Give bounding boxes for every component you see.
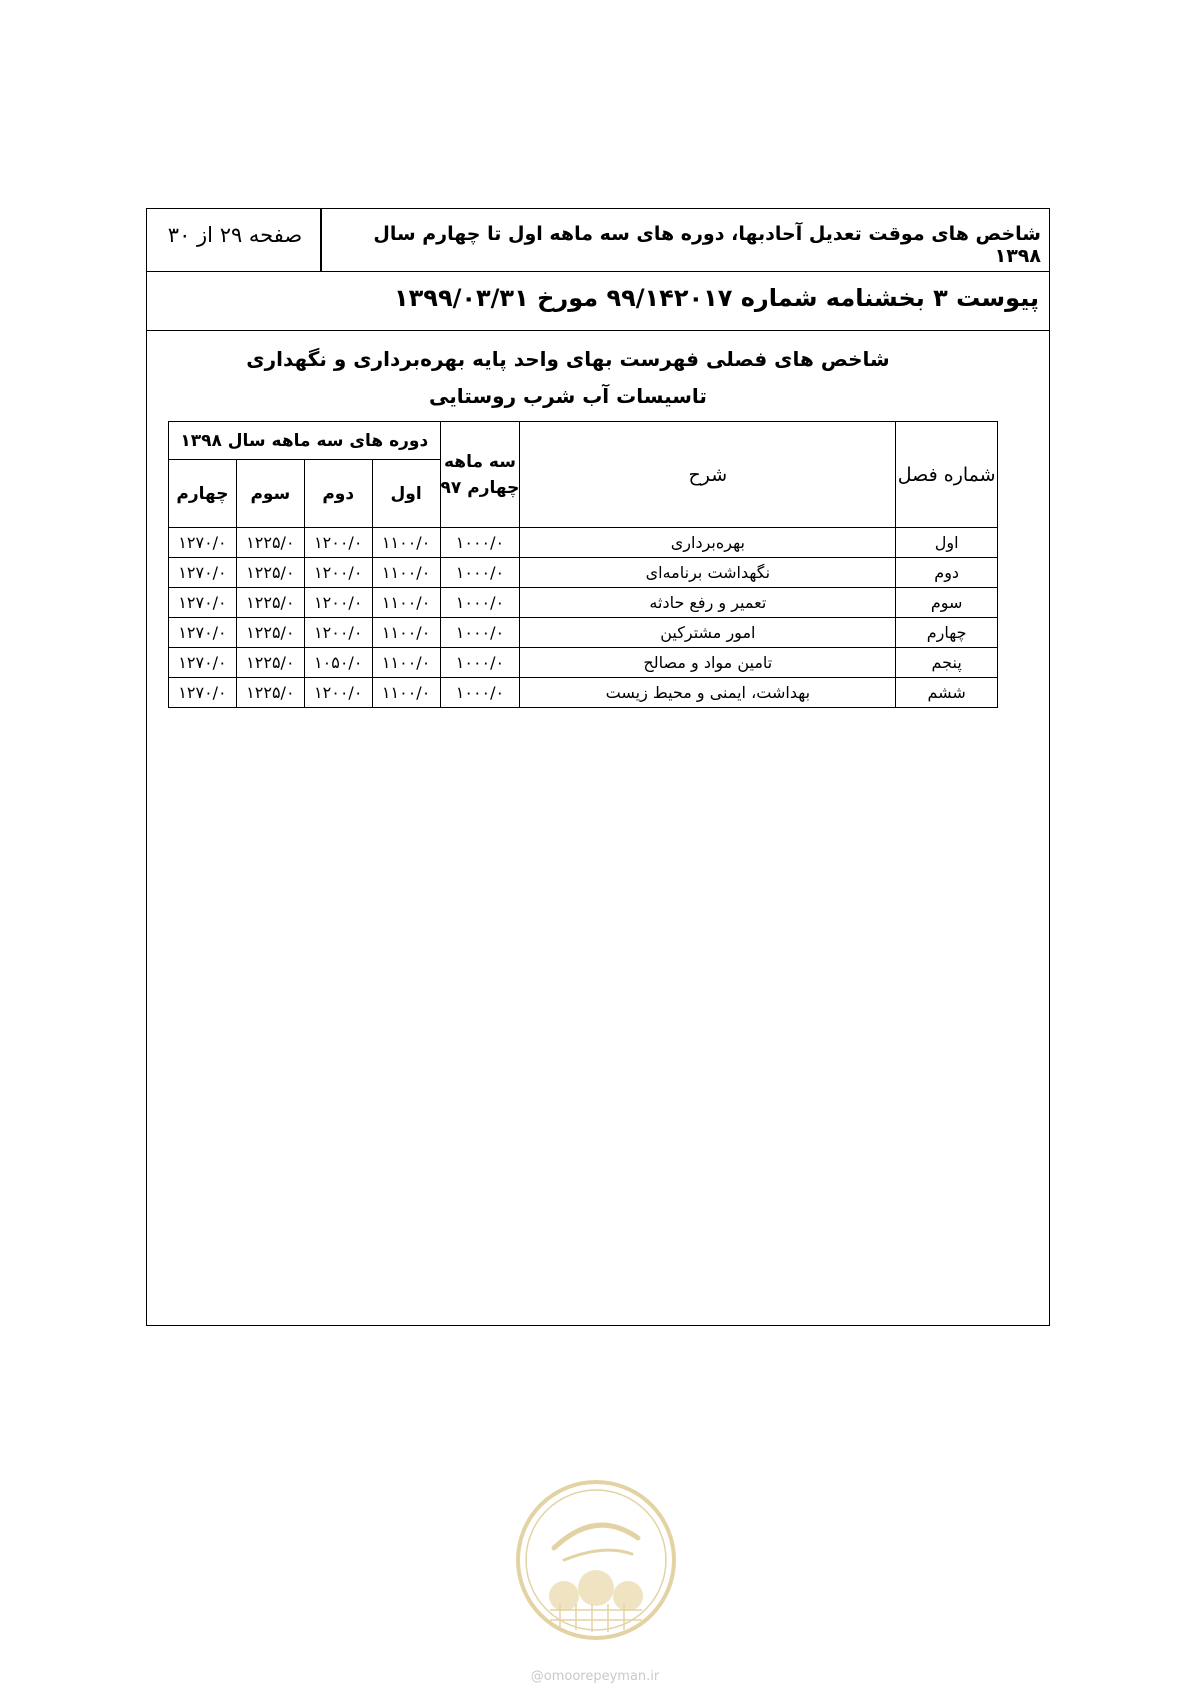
cell-q2: ۱۰۵۰/۰ [304, 648, 372, 678]
column-header-q1: اول [372, 460, 440, 528]
table-row [169, 648, 998, 678]
cell-q1: ۱۱۰۰/۰ [372, 528, 440, 558]
cell-base: ۱۰۰۰/۰ [440, 618, 520, 648]
cell-q3: ۱۲۲۵/۰ [236, 648, 304, 678]
cell-q4: ۱۲۷۰/۰ [169, 678, 237, 708]
document-title: شاخص های موقت تعدیل آحادبها، دوره های سه ماهه اول تا چهارم سال ۱۳۹۸ [373, 223, 1041, 267]
table-title-line2: تاسیسات آب شرب روستایی [429, 384, 707, 408]
table-row [169, 528, 998, 558]
cell-q4: ۱۲۷۰/۰ [169, 558, 237, 588]
column-header-q2: دوم [304, 460, 372, 528]
annex-title: پیوست ۳ بخشنامه شماره ۹۹/۱۴۲۰۱۷ مورخ ۱۳۹۹/۰۳/۳۱ [394, 284, 1039, 312]
cell-q3: ۱۲۲۵/۰ [236, 588, 304, 618]
cell-base: ۱۰۰۰/۰ [440, 588, 520, 618]
base-header-line2: چهارم ۹۷ [440, 477, 520, 498]
column-header-q3: سوم [236, 460, 304, 528]
cell-q2: ۱۲۰۰/۰ [304, 588, 372, 618]
watermark-logo [514, 1478, 678, 1642]
table-title-line1: شاخص های فصلی فهرست بهای واحد پایه بهره‌برداری و نگهداری [246, 347, 890, 371]
header-divider [320, 209, 322, 272]
cell-description: امور مشترکین [520, 618, 896, 648]
cell-q2: ۱۲۰۰/۰ [304, 678, 372, 708]
cell-chapter: چهارم [896, 618, 998, 648]
cell-q1: ۱۱۰۰/۰ [372, 618, 440, 648]
cell-q4: ۱۲۷۰/۰ [169, 618, 237, 648]
index-table [168, 421, 998, 708]
cell-q1: ۱۱۰۰/۰ [372, 558, 440, 588]
cell-q1: ۱۱۰۰/۰ [372, 648, 440, 678]
cell-description: بهداشت، ایمنی و محیط زیست [520, 678, 896, 708]
cell-chapter: اول [896, 528, 998, 558]
watermark-site: @omoorepeyman.ir [530, 1669, 660, 1684]
column-group-header: دوره های سه ماهه سال ۱۳۹۸ [169, 422, 441, 460]
cell-q2: ۱۲۰۰/۰ [304, 618, 372, 648]
cell-chapter: ششم [896, 678, 998, 708]
cell-q1: ۱۱۰۰/۰ [372, 588, 440, 618]
base-header-line1: سه ماهه [443, 451, 516, 472]
cell-q3: ۱۲۲۵/۰ [236, 558, 304, 588]
table-row [169, 618, 998, 648]
cell-q4: ۱۲۷۰/۰ [169, 588, 237, 618]
column-header-base-quarter [440, 422, 520, 528]
cell-base: ۱۰۰۰/۰ [440, 558, 520, 588]
cell-chapter: سوم [896, 588, 998, 618]
cell-q2: ۱۲۰۰/۰ [304, 558, 372, 588]
cell-description: نگهداشت برنامه‌ای [520, 558, 896, 588]
cell-base: ۱۰۰۰/۰ [440, 678, 520, 708]
column-header-q4: چهارم [169, 460, 237, 528]
cell-base: ۱۰۰۰/۰ [440, 648, 520, 678]
column-header-description: شرح [520, 422, 896, 528]
logo-emblem-icon [514, 1478, 678, 1642]
cell-chapter: دوم [896, 558, 998, 588]
cell-chapter: پنجم [896, 648, 998, 678]
cell-q2: ۱۲۰۰/۰ [304, 528, 372, 558]
cell-description: تامین مواد و مصالح [520, 648, 896, 678]
annex-row [147, 272, 1049, 331]
cell-q4: ۱۲۷۰/۰ [169, 648, 237, 678]
header-row [147, 209, 1049, 272]
column-header-chapter: شماره فصل [896, 422, 998, 528]
cell-description: بهره‌برداری [520, 528, 896, 558]
cell-description: تعمیر و رفع حادثه [520, 588, 896, 618]
table-row [169, 588, 998, 618]
page-number: صفحه ۲۹ از ۳۰ [167, 223, 303, 247]
page-frame [146, 208, 1050, 1326]
cell-q3: ۱۲۲۵/۰ [236, 618, 304, 648]
cell-q4: ۱۲۷۰/۰ [169, 528, 237, 558]
cell-base: ۱۰۰۰/۰ [440, 528, 520, 558]
cell-q3: ۱۲۲۵/۰ [236, 528, 304, 558]
cell-q3: ۱۲۲۵/۰ [236, 678, 304, 708]
table-row [169, 558, 998, 588]
table-row [169, 678, 998, 708]
cell-q1: ۱۱۰۰/۰ [372, 678, 440, 708]
